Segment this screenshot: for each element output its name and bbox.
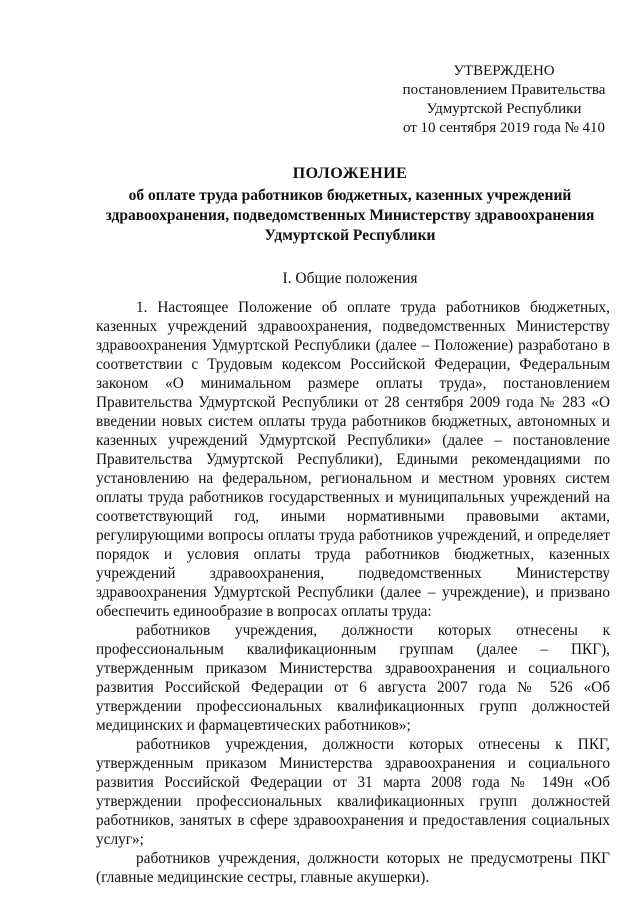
title-line-2: здравоохранения, подведомственных Министерству здравоохранения	[105, 207, 595, 224]
approval-date: от 10 сентября 2019 года № 410	[402, 120, 606, 136]
approval-region: Удмуртской Республики	[426, 101, 582, 117]
paragraph-4: работников учреждения, должности которых не предусмотрены ПКГ (главные медицинские сестры, главные акушерки).	[96, 850, 610, 886]
section-title: I. Общие положения	[282, 270, 418, 287]
document-title	[80, 164, 620, 246]
title-line-3: Удмуртской Республики	[264, 227, 436, 244]
approval-authority: постановлением Правительства	[402, 82, 606, 98]
paragraph-3: работников учреждения, должности которых отнесены к ПКГ, утвержденным приказом Министерства здравоохранения и социального развития Российской Федерации от 31 марта 2008 года № 149н «Об утверждении профессиональных квалификационных групп должностей работников, занятых в сфере здравоохранения и предоставления социальных услуг»;	[96, 736, 610, 848]
approval-stamp	[384, 62, 624, 138]
paragraph-2: работников учреждения, должности которых отнесены к профессиональным квалификационным группам (далее – ПКГ), утвержденным приказом Министерства здравоохранения и социального развития Российской Федерации от 6 августа 2007 года № 526 «Об утверждении профессиональных квалификационных групп должностей медицинских и фармацевтических работников»;	[96, 622, 610, 734]
approval-label: УТВЕРЖДЕНО	[453, 63, 555, 79]
title-line-1: об оплате труда работников бюджетных, казенных учреждений	[128, 187, 572, 204]
document-body	[96, 298, 610, 887]
title-heading: ПОЛОЖЕНИЕ	[292, 165, 408, 182]
paragraph-1: 1. Настоящее Положение об оплате труда работников бюджетных, казенных учреждений здравоохранения, подведомственных Министерству здравоохранения Удмуртской Республики (далее – Положение) разработано в соответствии с Трудовым кодексом Российской Федерации, Федеральным законом «О минимальном размере оплаты труда», постановлением Правительства Удмуртской Республики от 28 сентября 2009 года № 283 «О введении новых систем оплаты труда работников бюджетных, автономных и казенных учреждений Удмуртской Республики» (далее – постановление Правительства Удмуртской Республики), Едиными рекомендациями по установлению на федеральном, региональном и местном уровнях систем оплаты труда работников государственных и муниципальных учреждений на соответствующий год, иными нормативными правовыми актами, регулирующими вопросы оплаты труда работников учреждений, и определяет порядок и условия оплаты труда работников бюджетных, казенных учреждений здравоохранения, подведомственных Министерству здравоохранения Удмуртской Республики (далее – учреждение), и призвано обеспечить единообразие в вопросах оплаты труда:	[96, 299, 610, 620]
